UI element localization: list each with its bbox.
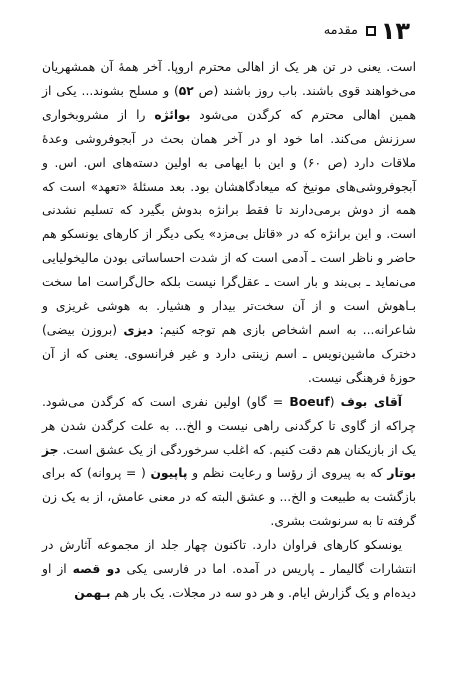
page-number: ۱۳ [380,17,410,45]
text-run: = گاو) اولین نفری است که کرگدن می‌شود. چراکه از گاوی تا کرگدنی راهی نیست و الخ... به علت کرگدن شدن هر یک از بازیکنان هم دقت کنیم. که اغلب سرخوردگی از یک عشق است. [42,394,416,457]
bold-text-run: ۵۲ [178,83,194,98]
paragraph [42,391,416,534]
text-run: (بروزن بیضی) دخترک ماشین‌نویس ـ اسم زینتی دارد و غیر فرانسوی. یعنی که از آن حوزهٔ فرهنگی نیست. [42,322,416,385]
page-header [40,18,410,44]
bold-text-run: جز بوتار [42,442,417,481]
bold-text-run: آقای بوف [340,394,402,409]
body-text [42,56,416,606]
bold-text-run: بوائژه [154,107,191,122]
paragraph [42,534,416,606]
text-run: را از مشروبخواری سرزنش می‌کند. اما خود او در آخر همان بحث در آبجوفروشی وعدهٔ ملاقات دارد (ص ۶۰) و این با ایهامی به اولین دسته‌های اس. اس. و آبجوفروشی‌های مونیخ که میعادگاهشان بود. بعد مسئلهٔ «تعهد» است که همه از دوش برمی‌دارند تا فقط برانژه بدوش بگیرد که تسلیم نشدنی است. و این برانژه که در «قاتل بی‌مزد» یکی دیگر از کارهای یونسکو هم حاضر و ناظر است ـ آدمی است که از شدت احساساتی بودن مالیخولیایی می‌نماید ـ بی‌بند و بار است ـ عقل‌گرا نیست بلکه حال‌گراست اما سخت بـاهوش است و از آن سخت‌تر بیدار و هشیار. به هوشی غریزی و شاعرانه... به اسم اشخاص بازی هم توجه کنیم: [42,107,417,337]
text-run: که به پیروی از رؤسا و رعایت نظم و [187,466,388,481]
text-run: ( = پروانه) که برای بازگشت به طبیعت و الخ... و عشق البته که در معنی عامش، از به یک زن گرفته تا به سرنوشت بشری. [42,466,416,529]
text-run: ) و مسلح بشوند... یکی از همین اهالی محترم که کرگدن می‌شود [42,83,416,122]
text-run: ( [329,394,341,409]
section-title: مقدمه [323,23,358,38]
bold-text-run: دیزی [123,322,154,337]
text-run: از او دیده‌ام و یک گزارش ایام. و هر دو سه در مجلات. یک بار هم [42,562,416,600]
bold-text-run: بـهمن [74,585,111,600]
square-icon [366,26,376,36]
text-run: یونسکو کارهای فراوان دارد. تاکنون چهار جلد از مجموعه آثارش در انتشارات گالیمار ـ پاریس در آمده. اما در فارسی یکی [42,538,416,577]
text-run: است. یعنی در تن هر یک از اهالی محترم اروپا. آخر همهٔ آن همشهریان می‌خواهند قوی باشند. باب روز باشند (ص [42,60,416,98]
bold-text-run: دو قصه [72,562,121,577]
bold-text-run: پاپیون [150,466,188,481]
paragraph [42,56,416,391]
bold-text-run: Boeuf [289,394,330,409]
